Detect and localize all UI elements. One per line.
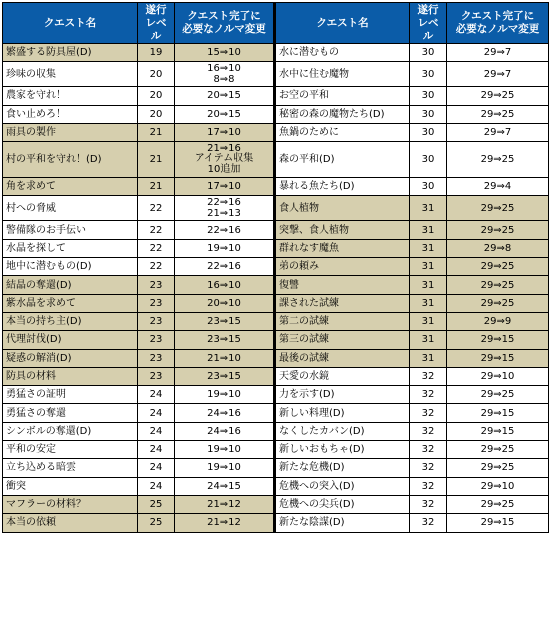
left-norma-change-cell: 21⇒12 <box>175 514 275 532</box>
right-level-cell: 30 <box>410 44 447 62</box>
table-row <box>3 105 549 123</box>
left-level-cell: 20 <box>138 105 175 123</box>
right-level-cell: 31 <box>410 258 447 276</box>
left-norma-change-cell: 19⇒10 <box>175 386 275 404</box>
left-quest-name-cell: 珍味の収集 <box>3 62 138 87</box>
left-norma-change-cell: 16⇒10 8⇒8 <box>175 62 275 87</box>
header-level-left: 遂行 レベル <box>138 3 175 44</box>
right-level-cell: 30 <box>410 142 447 178</box>
left-level-cell: 22 <box>138 221 175 239</box>
right-level-cell: 31 <box>410 239 447 257</box>
left-level-cell: 23 <box>138 367 175 385</box>
quest-norma-table <box>2 2 549 533</box>
left-norma-change-cell: 20⇒15 <box>175 87 275 105</box>
header-row <box>3 3 549 44</box>
left-norma-change-cell: 23⇒15 <box>175 367 275 385</box>
right-norma-change-cell: 29⇒25 <box>447 87 549 105</box>
right-quest-name-cell: なくしたカバン(D) <box>275 422 410 440</box>
right-norma-change-cell: 29⇒25 <box>447 142 549 178</box>
header-level-right: 遂行 レベル <box>410 3 447 44</box>
right-level-cell: 30 <box>410 62 447 87</box>
right-quest-name-cell: 危機への尖兵(D) <box>275 495 410 513</box>
right-level-cell: 32 <box>410 441 447 459</box>
right-level-cell: 31 <box>410 331 447 349</box>
left-quest-name-cell: 本当の依頼 <box>3 514 138 532</box>
right-quest-name-cell: 弟の頼み <box>275 258 410 276</box>
table-row <box>3 331 549 349</box>
right-norma-change-cell: 29⇒7 <box>447 123 549 141</box>
right-level-cell: 32 <box>410 386 447 404</box>
table-row <box>3 422 549 440</box>
right-norma-change-cell: 29⇒15 <box>447 331 549 349</box>
left-level-cell: 22 <box>138 239 175 257</box>
table-row <box>3 349 549 367</box>
left-quest-name-cell: 繁盛する防具屋(D) <box>3 44 138 62</box>
left-norma-change-cell: 19⇒10 <box>175 441 275 459</box>
left-quest-name-cell: 角を求めて <box>3 178 138 196</box>
left-norma-change-cell: 21⇒16 アイテム収集 10追加 <box>175 142 275 178</box>
right-norma-change-cell: 29⇒25 <box>447 221 549 239</box>
left-quest-name-cell: 疑惑の解消(D) <box>3 349 138 367</box>
right-quest-name-cell: 森の平和(D) <box>275 142 410 178</box>
left-level-cell: 24 <box>138 477 175 495</box>
right-level-cell: 32 <box>410 514 447 532</box>
right-quest-name-cell: 第二の試練 <box>275 312 410 330</box>
right-quest-name-cell: 危機への突入(D) <box>275 477 410 495</box>
left-quest-name-cell: 結晶の奪還(D) <box>3 276 138 294</box>
right-quest-name-cell: 群れなす魔魚 <box>275 239 410 257</box>
table-row <box>3 276 549 294</box>
header-norma-left: クエスト完了に 必要なノルマ変更 <box>175 3 275 44</box>
table-row <box>3 441 549 459</box>
left-quest-name-cell: 紫水晶を求めて <box>3 294 138 312</box>
right-level-cell: 32 <box>410 422 447 440</box>
right-level-cell: 31 <box>410 312 447 330</box>
right-norma-change-cell: 29⇒25 <box>447 276 549 294</box>
left-level-cell: 24 <box>138 441 175 459</box>
left-norma-change-cell: 22⇒16 <box>175 221 275 239</box>
right-quest-name-cell: 天愛の水鏡 <box>275 367 410 385</box>
left-norma-change-cell: 21⇒10 <box>175 349 275 367</box>
left-norma-change-cell: 16⇒10 <box>175 276 275 294</box>
left-quest-name-cell: 衝突 <box>3 477 138 495</box>
table-body <box>3 44 549 533</box>
right-quest-name-cell: 最後の試練 <box>275 349 410 367</box>
table-row <box>3 178 549 196</box>
table-row <box>3 44 549 62</box>
right-norma-change-cell: 29⇒7 <box>447 44 549 62</box>
left-level-cell: 20 <box>138 62 175 87</box>
right-norma-change-cell: 29⇒25 <box>447 294 549 312</box>
left-level-cell: 23 <box>138 331 175 349</box>
left-level-cell: 24 <box>138 404 175 422</box>
left-level-cell: 21 <box>138 123 175 141</box>
right-quest-name-cell: 食人植物 <box>275 196 410 221</box>
right-norma-change-cell: 29⇒25 <box>447 105 549 123</box>
table-row <box>3 404 549 422</box>
left-norma-change-cell: 22⇒16 <box>175 258 275 276</box>
right-level-cell: 31 <box>410 294 447 312</box>
left-level-cell: 22 <box>138 196 175 221</box>
right-level-cell: 31 <box>410 349 447 367</box>
left-quest-name-cell: 雨具の製作 <box>3 123 138 141</box>
right-quest-name-cell: 秘密の森の魔物たち(D) <box>275 105 410 123</box>
left-quest-name-cell: 警備隊のお手伝い <box>3 221 138 239</box>
left-level-cell: 21 <box>138 178 175 196</box>
table-row <box>3 386 549 404</box>
table-row <box>3 123 549 141</box>
right-quest-name-cell: 第三の試練 <box>275 331 410 349</box>
left-quest-name-cell: 防具の材料 <box>3 367 138 385</box>
table-row <box>3 221 549 239</box>
left-norma-change-cell: 17⇒10 <box>175 123 275 141</box>
right-level-cell: 32 <box>410 495 447 513</box>
right-quest-name-cell: 暴れる魚たち(D) <box>275 178 410 196</box>
left-level-cell: 21 <box>138 142 175 178</box>
left-norma-change-cell: 20⇒10 <box>175 294 275 312</box>
table-row <box>3 142 549 178</box>
table-row <box>3 312 549 330</box>
right-norma-change-cell: 29⇒10 <box>447 477 549 495</box>
left-quest-name-cell: 代理討伐(D) <box>3 331 138 349</box>
right-norma-change-cell: 29⇒25 <box>447 441 549 459</box>
left-level-cell: 25 <box>138 514 175 532</box>
right-norma-change-cell: 29⇒25 <box>447 459 549 477</box>
right-quest-name-cell: 新たな危機(D) <box>275 459 410 477</box>
left-level-cell: 24 <box>138 422 175 440</box>
right-quest-name-cell: 新しい料理(D) <box>275 404 410 422</box>
left-quest-name-cell: 立ち込める暗雲 <box>3 459 138 477</box>
left-level-cell: 23 <box>138 312 175 330</box>
right-level-cell: 32 <box>410 477 447 495</box>
left-level-cell: 23 <box>138 294 175 312</box>
left-norma-change-cell: 24⇒16 <box>175 404 275 422</box>
left-level-cell: 25 <box>138 495 175 513</box>
right-norma-change-cell: 29⇒8 <box>447 239 549 257</box>
right-norma-change-cell: 29⇒15 <box>447 422 549 440</box>
right-quest-name-cell: 力を示す(D) <box>275 386 410 404</box>
left-quest-name-cell: 平和の安定 <box>3 441 138 459</box>
right-norma-change-cell: 29⇒10 <box>447 367 549 385</box>
right-quest-name-cell: 突撃、食人植物 <box>275 221 410 239</box>
left-quest-name-cell: マフラーの材料？ <box>3 495 138 513</box>
left-level-cell: 23 <box>138 276 175 294</box>
left-quest-name-cell: 村への脅威 <box>3 196 138 221</box>
table-row <box>3 514 549 532</box>
right-norma-change-cell: 29⇒25 <box>447 386 549 404</box>
right-level-cell: 31 <box>410 196 447 221</box>
right-level-cell: 32 <box>410 404 447 422</box>
left-level-cell: 19 <box>138 44 175 62</box>
left-quest-name-cell: 水晶を探して <box>3 239 138 257</box>
right-norma-change-cell: 29⇒15 <box>447 514 549 532</box>
table-row <box>3 495 549 513</box>
right-quest-name-cell: 水中に住む魔物 <box>275 62 410 87</box>
right-quest-name-cell: 新たな陰謀(D) <box>275 514 410 532</box>
right-quest-name-cell: 魚鍋のために <box>275 123 410 141</box>
left-quest-name-cell: 食い止めろ！ <box>3 105 138 123</box>
right-level-cell: 30 <box>410 178 447 196</box>
left-quest-name-cell: 勇猛さの証明 <box>3 386 138 404</box>
right-level-cell: 30 <box>410 123 447 141</box>
right-norma-change-cell: 29⇒7 <box>447 62 549 87</box>
right-quest-name-cell: 課された試練 <box>275 294 410 312</box>
right-level-cell: 32 <box>410 367 447 385</box>
left-quest-name-cell: シンボルの奪還(D) <box>3 422 138 440</box>
table-row <box>3 87 549 105</box>
left-norma-change-cell: 23⇒15 <box>175 312 275 330</box>
right-level-cell: 30 <box>410 87 447 105</box>
table-row <box>3 367 549 385</box>
left-norma-change-cell: 22⇒16 21⇒13 <box>175 196 275 221</box>
left-norma-change-cell: 19⇒10 <box>175 459 275 477</box>
right-quest-name-cell: 新しいおもちゃ(D) <box>275 441 410 459</box>
left-norma-change-cell: 24⇒15 <box>175 477 275 495</box>
left-level-cell: 24 <box>138 459 175 477</box>
right-norma-change-cell: 29⇒15 <box>447 404 549 422</box>
right-level-cell: 31 <box>410 221 447 239</box>
left-level-cell: 24 <box>138 386 175 404</box>
left-norma-change-cell: 20⇒15 <box>175 105 275 123</box>
left-level-cell: 20 <box>138 87 175 105</box>
left-quest-name-cell: 農家を守れ！ <box>3 87 138 105</box>
left-level-cell: 23 <box>138 349 175 367</box>
left-norma-change-cell: 24⇒16 <box>175 422 275 440</box>
header-norma-right: クエスト完了に 必要なノルマ変更 <box>447 3 549 44</box>
right-norma-change-cell: 29⇒25 <box>447 495 549 513</box>
left-norma-change-cell: 15⇒10 <box>175 44 275 62</box>
header-quest-name-left: クエスト名 <box>3 3 138 44</box>
left-quest-name-cell: 本当の持ち主(D) <box>3 312 138 330</box>
table-row <box>3 294 549 312</box>
header-quest-name-right: クエスト名 <box>275 3 410 44</box>
left-norma-change-cell: 19⇒10 <box>175 239 275 257</box>
table-row <box>3 477 549 495</box>
left-norma-change-cell: 23⇒15 <box>175 331 275 349</box>
left-quest-name-cell: 勇猛さの奪還 <box>3 404 138 422</box>
right-norma-change-cell: 29⇒9 <box>447 312 549 330</box>
table-row <box>3 196 549 221</box>
left-norma-change-cell: 21⇒12 <box>175 495 275 513</box>
table-row <box>3 239 549 257</box>
right-level-cell: 32 <box>410 459 447 477</box>
table-row <box>3 459 549 477</box>
left-quest-name-cell: 地中に潜むもの(D) <box>3 258 138 276</box>
right-norma-change-cell: 29⇒4 <box>447 178 549 196</box>
table-row <box>3 258 549 276</box>
right-norma-change-cell: 29⇒25 <box>447 196 549 221</box>
right-quest-name-cell: お空の平和 <box>275 87 410 105</box>
right-quest-name-cell: 水に潜むもの <box>275 44 410 62</box>
right-level-cell: 30 <box>410 105 447 123</box>
left-norma-change-cell: 17⇒10 <box>175 178 275 196</box>
right-quest-name-cell: 復讐 <box>275 276 410 294</box>
right-norma-change-cell: 29⇒25 <box>447 258 549 276</box>
right-norma-change-cell: 29⇒15 <box>447 349 549 367</box>
left-level-cell: 22 <box>138 258 175 276</box>
left-quest-name-cell: 村の平和を守れ！(D) <box>3 142 138 178</box>
right-level-cell: 31 <box>410 276 447 294</box>
table-row <box>3 62 549 87</box>
